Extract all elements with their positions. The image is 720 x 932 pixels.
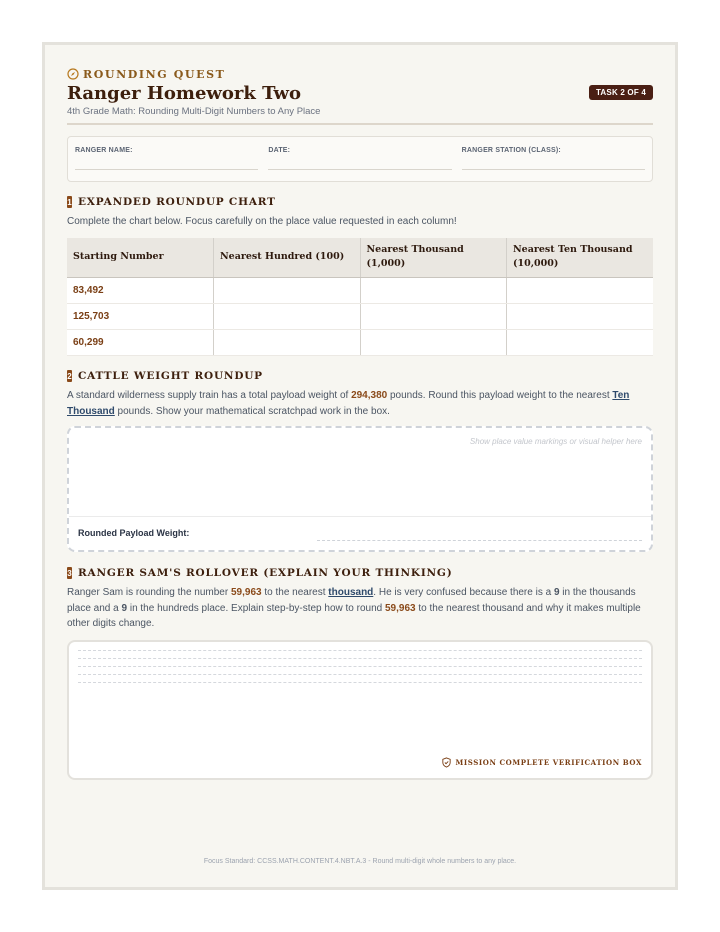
ranger-name-field[interactable] — [75, 147, 258, 181]
date-line[interactable] — [268, 154, 451, 170]
number-value: 59,963 — [230, 587, 262, 598]
digit-value: 9 — [121, 602, 128, 614]
rounded-weight-label: Rounded Payload Weight: — [78, 528, 190, 538]
ranger-station-label: RANGER STATION (CLASS): — [461, 147, 561, 154]
compass-icon — [67, 68, 79, 80]
column-header: Nearest Thousand (1,000) — [360, 238, 507, 278]
section-1-number: 1 — [67, 197, 72, 207]
section-1-title: EXPANDED ROUNDUP CHART — [78, 196, 276, 208]
desc-text: pounds. Round this payload weight to the nearest — [387, 390, 613, 401]
ranger-name-line[interactable] — [75, 154, 258, 170]
explanation-box[interactable] — [67, 640, 653, 780]
desc-text: pounds. Show your mathematical scratchpad work in the box. — [114, 405, 390, 417]
desc-text: to the nearest — [261, 587, 329, 598]
desc-text: A standard wilderness supply train has a total payload weight of — [67, 390, 352, 401]
section-1-header — [67, 194, 653, 210]
rounded-weight-answer-line[interactable] — [317, 540, 642, 541]
ranger-info-box — [67, 136, 653, 182]
brand-label: ROUNDING QUEST — [83, 67, 226, 81]
worksheet-content — [67, 67, 653, 780]
section-2-header — [67, 368, 653, 384]
page-title: Ranger Homework Two — [67, 83, 302, 104]
section-3-header — [67, 565, 653, 581]
table-row — [67, 330, 653, 356]
writing-line — [78, 666, 642, 667]
column-header: Nearest Hundred (100) — [214, 238, 361, 278]
section-3-number: 3 — [67, 568, 72, 578]
section-3 — [67, 565, 653, 780]
writing-line — [78, 658, 642, 659]
header-divider — [67, 123, 653, 125]
answer-cell[interactable] — [507, 330, 654, 356]
title-row — [67, 83, 653, 105]
starting-number-cell: 83,492 — [67, 278, 214, 304]
desc-text: Ranger Sam is rounding the number — [67, 587, 231, 598]
ranger-station-line[interactable] — [462, 154, 645, 170]
section-2-title: CATTLE WEIGHT ROUNDUP — [78, 370, 263, 382]
column-header: Nearest Ten Thousand (10,000) — [507, 238, 654, 278]
desc-text: in the hundreds place. Explain step-by-step how to round — [127, 602, 385, 614]
answer-cell[interactable] — [360, 304, 507, 330]
section-1-description: Complete the chart below. Focus carefully on the place value requested in each column! — [67, 216, 457, 227]
scratchpad-helper-text: Show place value markings or visual helper here — [469, 437, 642, 446]
date-label: DATE: — [268, 147, 291, 154]
table-row — [67, 278, 653, 304]
scratchpad-divider — [69, 516, 651, 517]
desc-text: in the thousands place and a — [67, 587, 636, 614]
payload-weight-value: 294,380 — [351, 390, 388, 401]
section-1 — [67, 194, 653, 356]
section-2 — [67, 368, 653, 552]
writing-line — [78, 674, 642, 675]
answer-cell[interactable] — [214, 278, 361, 304]
scratchpad-box[interactable] — [67, 426, 653, 552]
ranger-name-label: RANGER NAME: — [75, 147, 133, 154]
table-row — [67, 304, 653, 330]
page-subtitle: 4th Grade Math: Rounding Multi-Digit Numbers to Any Place — [67, 106, 321, 117]
section-2-number: 2 — [67, 371, 72, 381]
verification-box — [441, 757, 643, 768]
section-3-title: RANGER SAM'S ROLLOVER (EXPLAIN YOUR THINKING) — [78, 567, 453, 579]
worksheet-page — [42, 42, 678, 890]
rounding-place: Ten Thousand — [67, 390, 630, 417]
answer-cell[interactable] — [507, 304, 654, 330]
section-3-description — [67, 585, 653, 632]
roundup-chart — [67, 238, 653, 357]
date-field[interactable] — [268, 147, 451, 181]
answer-cell[interactable] — [360, 330, 507, 356]
column-header: Starting Number — [67, 238, 214, 278]
verification-label: MISSION COMPLETE VERIFICATION BOX — [455, 757, 642, 767]
starting-number-cell: 125,703 — [67, 304, 214, 330]
chart-header-row — [67, 238, 653, 278]
task-badge: TASK 2 OF 4 — [589, 85, 653, 100]
answer-cell[interactable] — [507, 278, 654, 304]
answer-cell[interactable] — [360, 278, 507, 304]
footer-standard: Focus Standard: CCSS.MATH.CONTENT.4.NBT.A.3 - Round multi-digit whole numbers to any place. — [203, 858, 517, 865]
rounding-place: thousand — [328, 587, 374, 598]
ranger-station-field[interactable] — [462, 147, 645, 181]
writing-line — [78, 650, 642, 651]
number-value: 59,963 — [385, 602, 416, 614]
desc-text: to the nearest thousand and why it makes multiple other digits change. — [67, 602, 641, 629]
shield-check-icon — [441, 757, 452, 768]
starting-number-cell: 60,299 — [67, 330, 214, 356]
writing-line — [78, 682, 642, 683]
section-2-description — [67, 388, 653, 419]
brand-row — [67, 67, 653, 81]
desc-text: . He is very confused because there is a — [373, 587, 554, 598]
answer-cell[interactable] — [214, 304, 361, 330]
answer-cell[interactable] — [214, 330, 361, 356]
digit-value: 9 — [553, 587, 560, 598]
